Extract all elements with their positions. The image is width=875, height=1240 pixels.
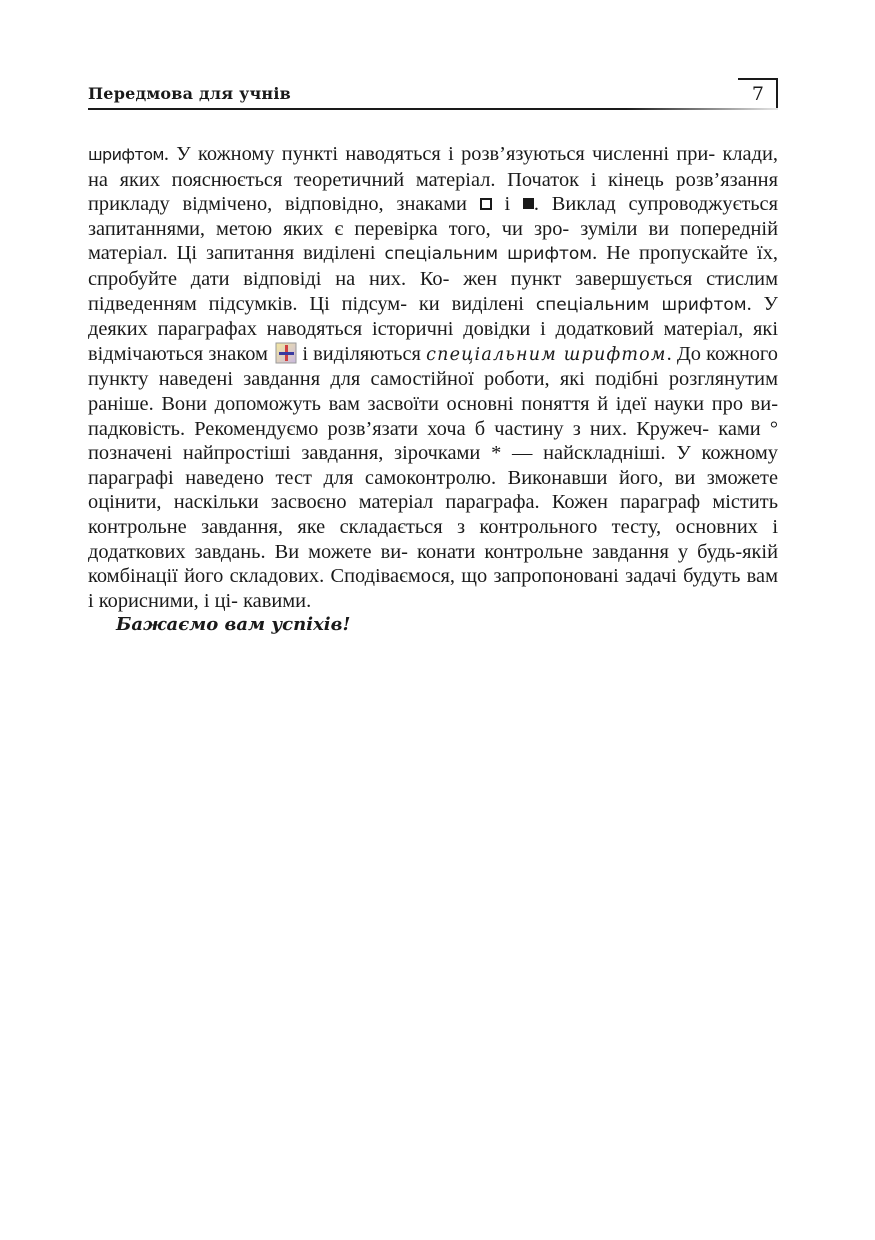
special-font-sample: шрифтом xyxy=(88,145,164,164)
text-line: і виділяються xyxy=(302,342,427,365)
text-line: і xyxy=(491,193,523,216)
history-plus-icon xyxy=(275,342,297,364)
text-line: Вони допоможуть вам засвоїти основні поняття й ідеї науки про ви- xyxy=(161,392,778,415)
text-line: супроводжується запитаннями, метою яких є перевірка того, чи зро- xyxy=(88,193,778,240)
text-line: Сподіваємося, що запропоновані задачі будуть вам і корисними, і ці- xyxy=(88,565,778,612)
script-font-sample: спеціальним шрифтом xyxy=(426,344,667,365)
header-rule xyxy=(88,108,778,110)
text-line: Кожен параграф містить контрольне завдання, яке складається з xyxy=(88,491,778,538)
text-line: ками ° позначені найпростіші завдання, зірочками * — найскладніші. xyxy=(88,417,778,465)
text-line: завдання для самостійної роботи, які подібні розглянутим раніше. xyxy=(88,368,778,415)
text-line: . У деяких параграфах наводяться xyxy=(88,292,778,341)
text-line: клади, на яких пояснюється теоретичний матеріал. Початок і кінець xyxy=(88,143,778,191)
page-number: 7 xyxy=(751,83,764,105)
text-line: жен пункт завершується стислим підведенням підсумків. Ці підсум- xyxy=(88,267,778,315)
preface-body xyxy=(88,142,778,638)
text-line: ки виділені xyxy=(418,292,536,315)
closing-wish: Бажаємо вам успіхів! xyxy=(116,614,351,636)
text-line: контрольного тесту, основних і додаткових завдань. Ви можете ви- xyxy=(88,515,778,563)
text-line: падковість. Рекомендуємо розв’язати хоча б частину з них. Кружеч- xyxy=(88,417,710,440)
special-font-sample: шрифтом xyxy=(507,244,593,265)
text-line: історичні довідки і додатковий матеріал, які відмічаються знаком xyxy=(88,318,778,365)
special-font-sample: спеціальним шрифтом xyxy=(535,294,747,315)
special-font-sample: спеціальним xyxy=(384,244,499,265)
text-line: У кожному параграфі наведено тест для самоконтролю. Виконавши xyxy=(88,442,778,489)
running-title: Передмова для учнів xyxy=(88,84,291,103)
text-line: . Не пропускайте їх, спробуйте дати відповіді на них. Ко- xyxy=(88,242,778,290)
text-line: його, ви зможете оцінити, наскільки засвоєно матеріал параграфа. xyxy=(88,466,778,514)
open-square-icon xyxy=(480,198,492,210)
text-line: кавими. xyxy=(243,589,312,612)
filled-square-icon xyxy=(523,198,534,209)
text-line: . Виклад xyxy=(533,193,616,216)
text-line: . До кожного пункту наведені xyxy=(88,342,778,391)
text-line: . У кожному пункті наводяться і розв’язуються численні при- xyxy=(163,143,716,165)
page-header xyxy=(88,78,778,112)
text-line: конати контрольне завдання у будь-якій комбінації його складових. xyxy=(88,540,778,588)
text-line: розв’язання прикладу відмічено, відповідно, знаками xyxy=(88,168,778,216)
text-line: зуміли ви попередній матеріал. Ці запитання виділені xyxy=(88,217,778,265)
preface-paragraph xyxy=(88,142,778,613)
